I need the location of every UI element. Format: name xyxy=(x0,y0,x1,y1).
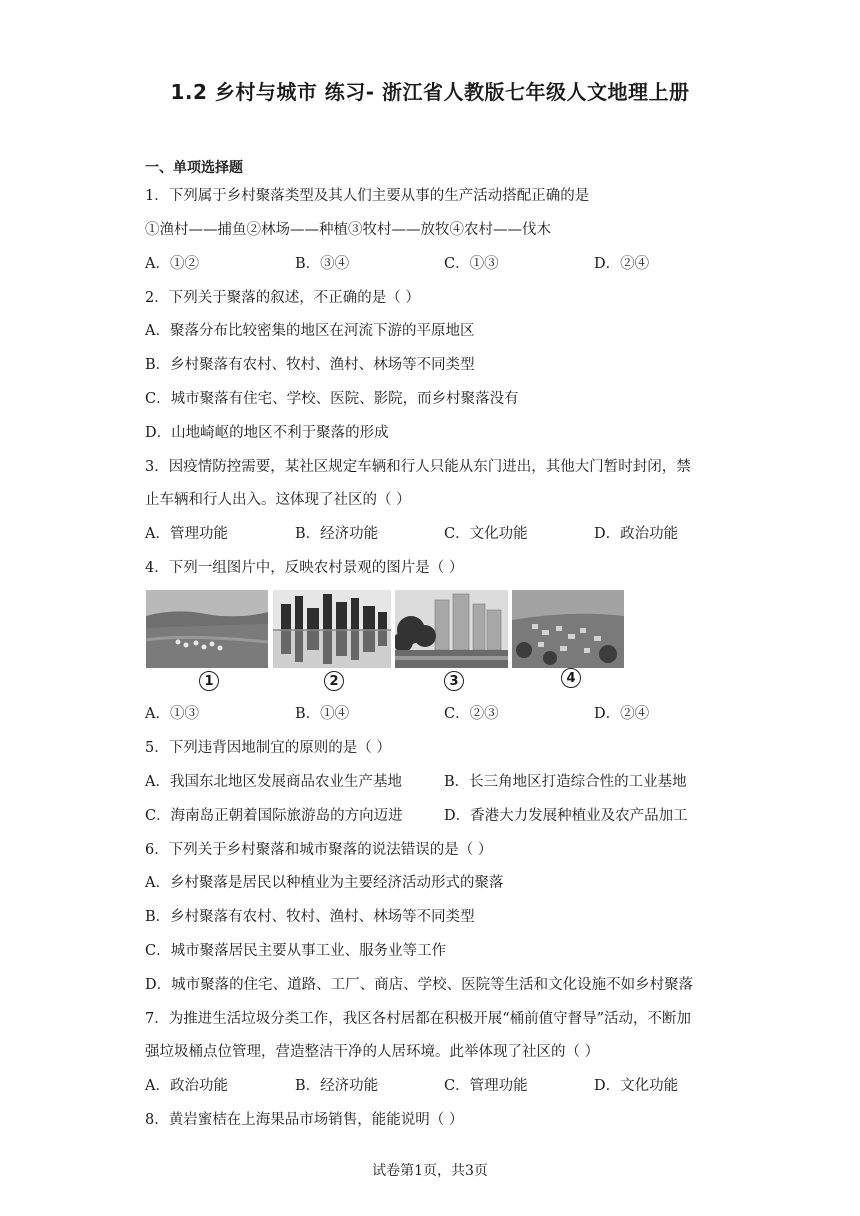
q1-option-b: B．③④ xyxy=(295,256,350,272)
q4-option-b: B．①④ xyxy=(295,706,350,722)
photo-city-skyline-reflection xyxy=(273,590,391,668)
q6-option-a: A．乡村聚落是居民以种植业为主要经济活动形式的聚落 xyxy=(145,875,504,891)
question-1-statements: ①渔村——捕鱼②林场——种植③牧村——放牧④农村——伐木 xyxy=(145,222,551,238)
q3-option-c: C．文化功能 xyxy=(444,526,528,542)
picture-label-4: 4 xyxy=(561,668,581,688)
page-footer: 试卷第1页，共3页 xyxy=(372,1163,488,1179)
picture-label-2: 2 xyxy=(324,671,344,691)
q4-option-d: D．②④ xyxy=(594,706,650,722)
q4-option-a: A．①③ xyxy=(145,706,199,722)
q1-option-d: D．②④ xyxy=(594,256,650,272)
q6-option-b: B．乡村聚落有农村、牧村、渔村、林场等不同类型 xyxy=(145,909,475,925)
q7-option-d: D．文化功能 xyxy=(594,1078,679,1094)
picture-label-3: 3 xyxy=(444,671,464,691)
q5-option-a: A．我国东北地区发展商品农业生产基地 xyxy=(145,774,402,790)
q1-option-c: C．①③ xyxy=(444,256,499,272)
q3-option-b: B．经济功能 xyxy=(295,526,379,542)
question-4-stem: 4．下列一组图片中，反映农村景观的图片是（ ） xyxy=(145,560,464,576)
question-6-stem: 6．下列关于乡村聚落和城市聚落的说法错误的是（ ） xyxy=(145,842,493,858)
page-title: 1.2 乡村与城市 练习- 浙江省人教版七年级人文地理上册 xyxy=(170,80,690,104)
q2-option-b: B．乡村聚落有农村、牧村、渔村、林场等不同类型 xyxy=(145,357,475,373)
q2-option-a: A．聚落分布比较密集的地区在河流下游的平原地区 xyxy=(145,323,475,339)
q7-option-a: A．政治功能 xyxy=(145,1078,228,1094)
picture-label-1: 1 xyxy=(199,671,219,691)
q3-option-a: A．管理功能 xyxy=(145,526,228,542)
photo-village-aerial xyxy=(512,590,624,668)
question-7-stem-cont: 强垃圾桶点位管理，营造整洁干净的人居环境。此举体现了社区的（ ） xyxy=(145,1044,600,1060)
q5-option-d: D．香港大力发展种植业及农产品加工 xyxy=(444,808,688,824)
question-3-stem-cont: 止车辆和行人出入。这体现了社区的（ ） xyxy=(145,492,411,508)
question-1-stem: 1．下列属于乡村聚落类型及其人们主要从事的生产活动搭配正确的是 xyxy=(145,188,590,204)
question-3-stem: 3．因疫情防控需要，某社区规定车辆和行人只能从东门进出，其他大门暂时封闭，禁 xyxy=(145,459,691,475)
question-2-stem: 2．下列关于聚落的叙述，不正确的是（ ） xyxy=(145,290,420,306)
q2-option-d: D．山地崎岖的地区不利于聚落的形成 xyxy=(145,425,389,441)
q3-option-d: D．政治功能 xyxy=(594,526,679,542)
section-heading: 一、单项选择题 xyxy=(145,160,243,176)
question-5-stem: 5．下列违背因地制宜的原则的是（ ） xyxy=(145,740,391,756)
q5-option-b: B．长三角地区打造综合性的工业基地 xyxy=(444,774,687,790)
q5-option-c: C．海南岛正朝着国际旅游岛的方向迈进 xyxy=(145,808,403,824)
q6-option-d: D．城市聚落的住宅、道路、工厂、商店、学校、医院等生活和文化设施不如乡村聚落 xyxy=(145,977,694,993)
q7-option-c: C．管理功能 xyxy=(444,1078,528,1094)
question-8-stem: 8．黄岩蜜桔在上海果品市场销售，能能说明（ ） xyxy=(145,1112,464,1128)
q1-option-a: A．①② xyxy=(145,256,199,272)
q7-option-b: B．经济功能 xyxy=(295,1078,379,1094)
photo-grassland xyxy=(146,590,268,668)
q2-option-c: C．城市聚落有住宅、学校、医院、影院，而乡村聚落没有 xyxy=(145,391,519,407)
question-7-stem: 7．为推进生活垃圾分类工作，我区各村居都在积极开展“桶前值守督导”活动，不断加 xyxy=(145,1011,692,1027)
q6-option-c: C．城市聚落居民主要从事工业、服务业等工作 xyxy=(145,943,447,959)
photo-city-towers xyxy=(395,590,508,668)
q4-option-c: C．②③ xyxy=(444,706,499,722)
